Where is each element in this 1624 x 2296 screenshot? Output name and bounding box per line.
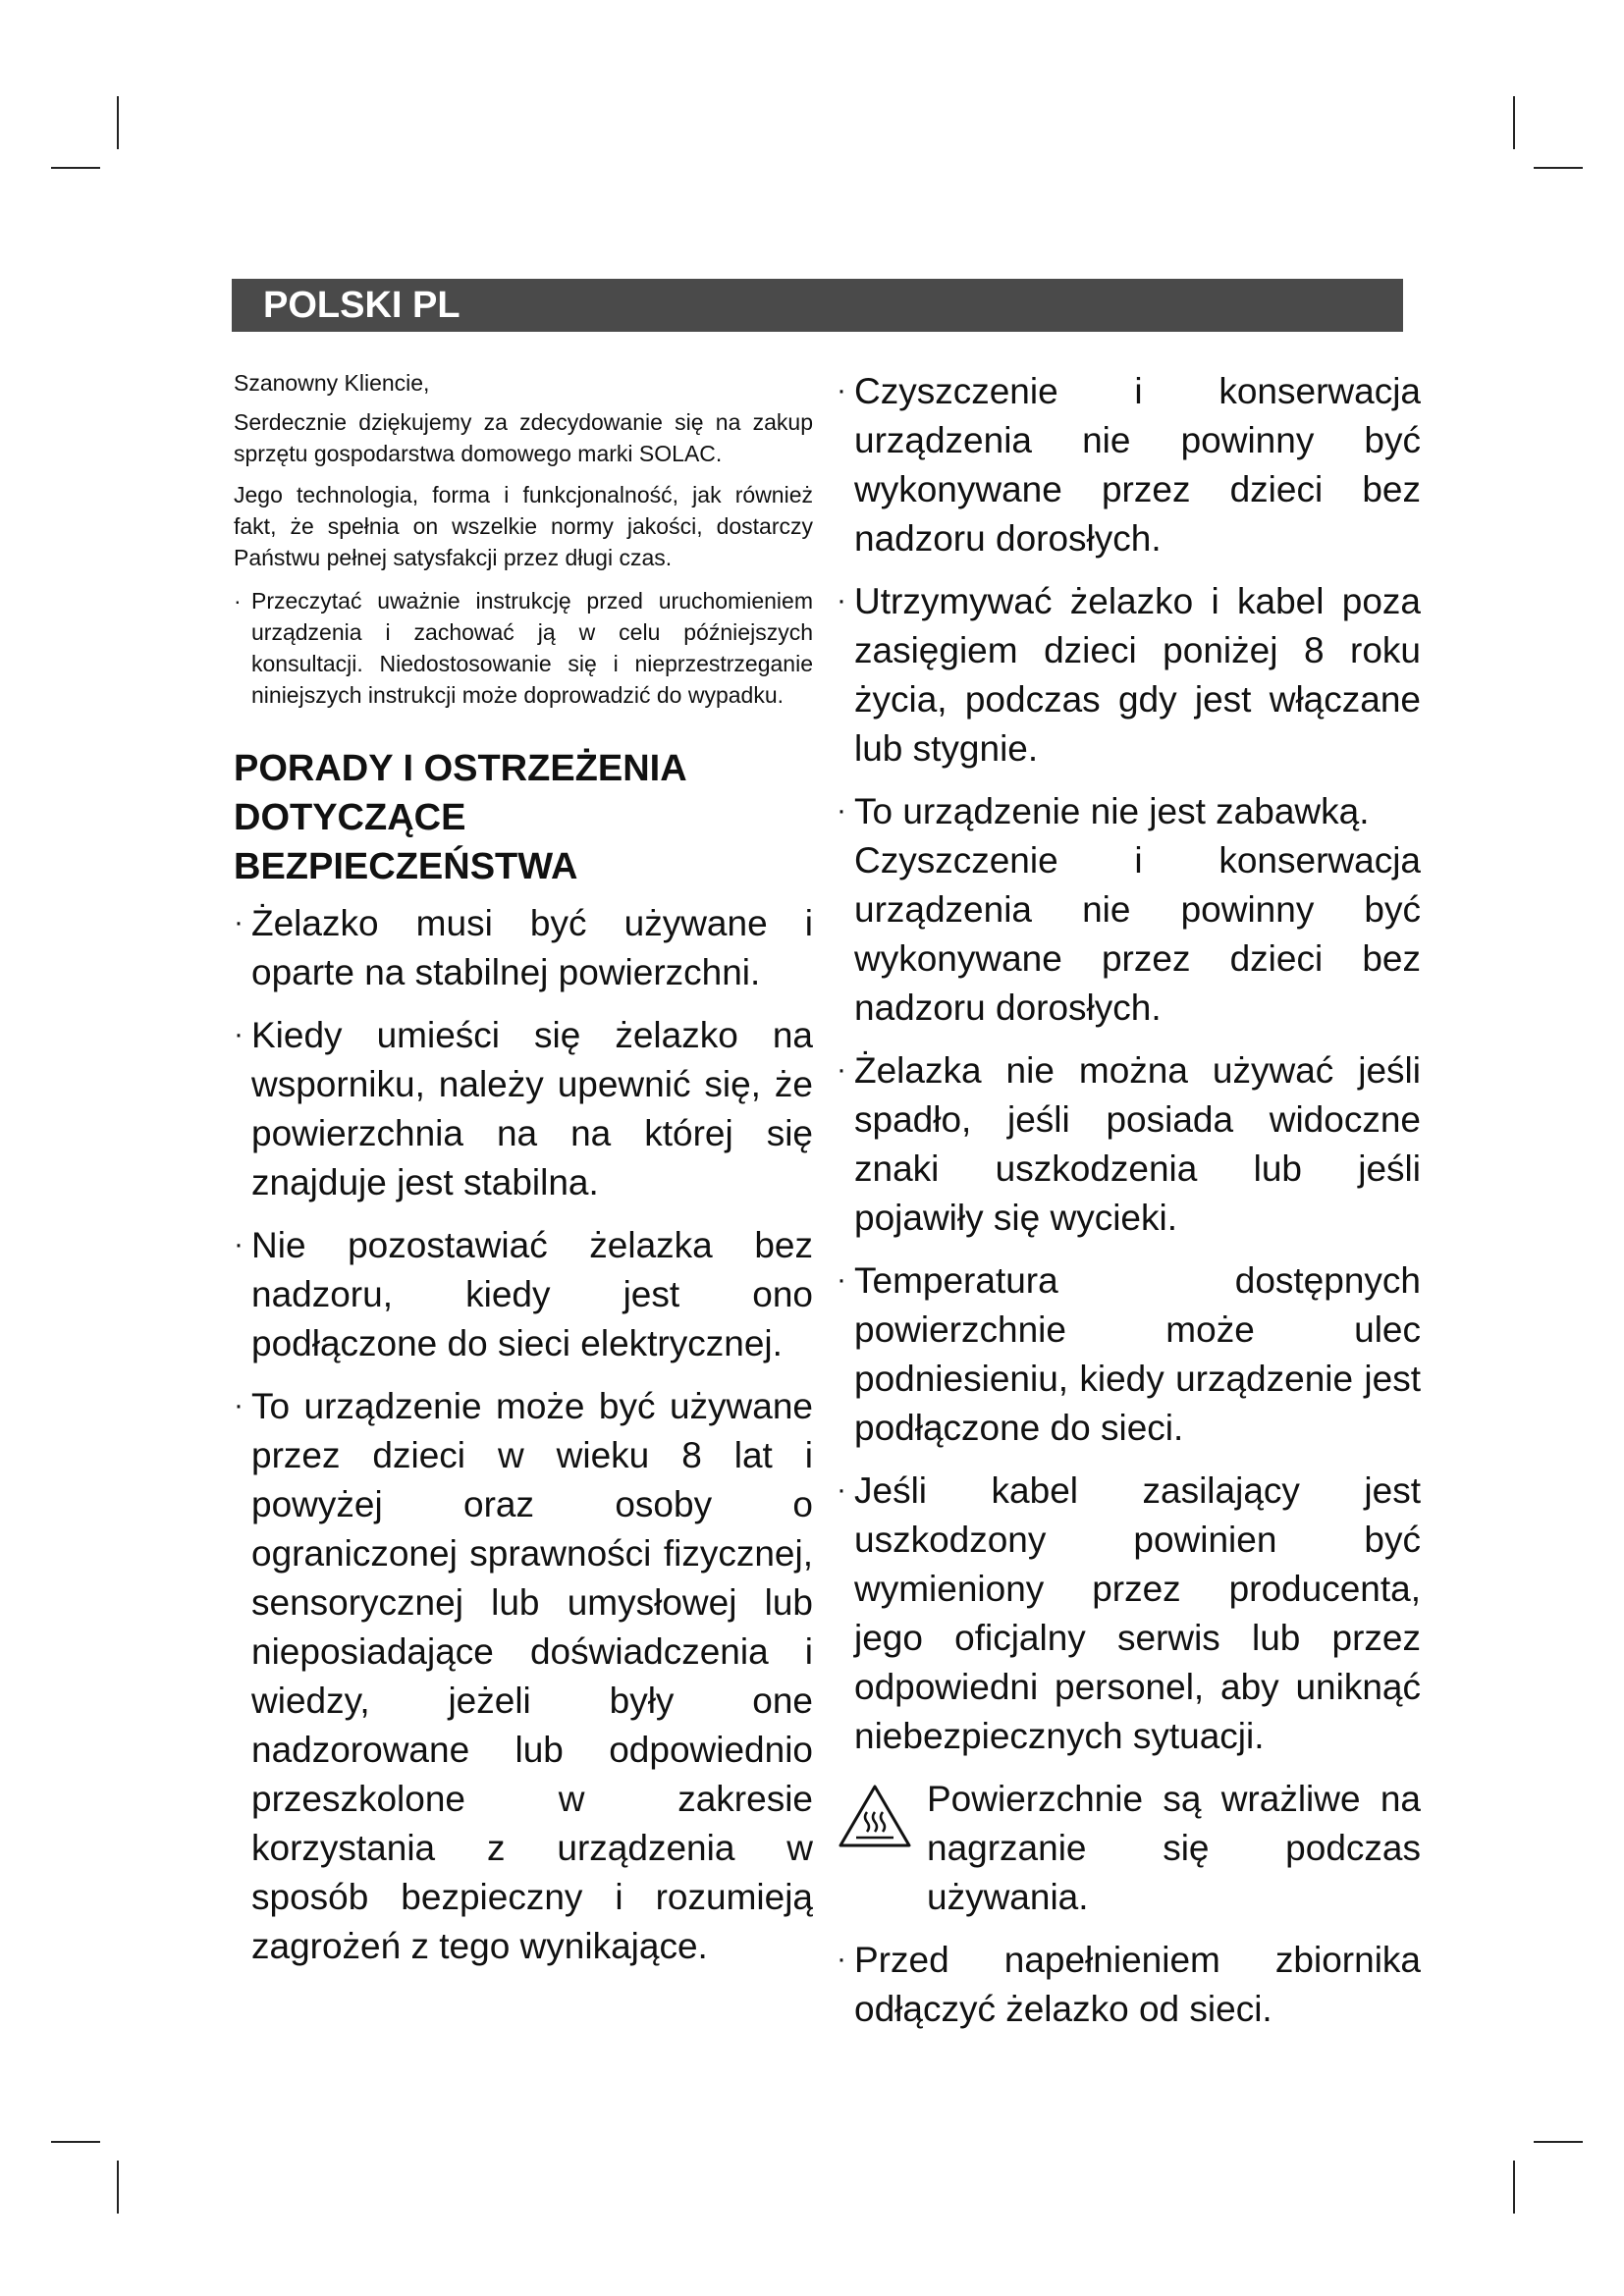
list-item: Czyszczenie i konserwacja urządzenia nie powinny być wykonywane przez dzieci bez nadzoru dorosłych.	[854, 840, 1421, 1028]
list-item: · Jeśli kabel zasilający jest uszkodzony powinien być wymieniony przez producenta, jego oficjalny serwis lub przez odpowiedni personel, aby uniknąć niebezpiecznych sytuacji.	[837, 1467, 1421, 1761]
list-item: · Utrzymywać żelazko i kabel poza zasięgiem dzieci poniżej 8 roku życia, podczas gdy jest włączane lub stygnie.	[837, 577, 1421, 774]
section-title: PORADY I OSTRZEŻENIA DOTYCZĄCE BEZPIECZEŃSTWA	[234, 748, 686, 887]
list-item: · Nie pozostawiać żelazka bez nadzoru, kiedy jest ono podłączone do sieci elektrycznej.	[234, 1221, 813, 1368]
crop-mark	[51, 2141, 100, 2143]
crop-mark	[1513, 2161, 1515, 2214]
list-item: · Żelazka nie można używać jeśli spadło, jeśli posiada widoczne znaki uszkodzenia lub jeśli pojawiły się wycieki.	[837, 1046, 1421, 1243]
crop-mark	[51, 167, 100, 169]
right-column	[837, 367, 1421, 2048]
thanks-paragraph: Serdecznie dziękujemy za zdecydowanie się na zakup sprzętu gospodarstwa domowego marki SOLAC.	[234, 409, 813, 466]
crop-mark	[1534, 2141, 1583, 2143]
safety-list-right	[837, 367, 1421, 1761]
list-item: · To urządzenie nie jest zabawką.	[837, 787, 1421, 836]
crop-mark	[117, 96, 119, 149]
crop-mark	[1534, 167, 1583, 169]
hot-surface-warning	[837, 1775, 1421, 1922]
list-item: · Czyszczenie i konserwacja urządzenia nie powinny być wykonywane przez dzieci bez nadzoru dorosłych.	[837, 367, 1421, 563]
list-item: · Przed napełnieniem zbiornika odłączyć żelazko od sieci.	[837, 1936, 1421, 2034]
hot-surface-warning-icon	[837, 1775, 917, 1854]
crop-mark	[117, 2161, 119, 2214]
list-item: · Żelazko musi być używane i oparte na stabilnej powierzchni.	[234, 899, 813, 997]
safety-list-left	[234, 899, 813, 1971]
language-label: POLSKI PL	[263, 285, 460, 326]
intro-text	[234, 367, 813, 711]
crop-mark	[1513, 96, 1515, 149]
list-item: · To urządzenie może być używane przez dzieci w wieku 8 lat i powyżej oraz osoby o ograniczonej sprawności fizycznej, sensorycznej lub umysłowej lub nieposiadające doświadczenia i wiedzy, jeżeli były one nadzorowane lub odpowiednio przeszkolone w zakresie korzystania z urządzenia w sposób bezpieczny i rozumieją zagrożeń z tego wynikające.	[234, 1382, 813, 1971]
left-column	[234, 367, 813, 1985]
language-header-bar	[232, 279, 1403, 332]
list-item: · Kiedy umieści się żelazko na wsporniku, należy upewnić się, że powierzchnia na na której się znajduje jest stabilna.	[234, 1011, 813, 1207]
greeting: Szanowny Kliencie,	[234, 370, 430, 396]
technology-paragraph: Jego technologia, forma i funkcjonalność, jak również fakt, że spełnia on wszelkie normy jakości, dostarczy Państwu pełnej satysfakcji przez długi czas.	[234, 482, 813, 570]
hot-surface-warning-text: Powierzchnie są wrażliwe na nagrzanie się podczas używania.	[927, 1779, 1421, 1917]
safety-list-right-final	[837, 1936, 1421, 2034]
list-item: · Temperatura dostępnych powierzchnie może ulec podniesieniu, kiedy urządzenie jest podłączone do sieci.	[837, 1256, 1421, 1453]
read-instructions-note: · Przeczytać uważnie instrukcję przed uruchomieniem urządzenia i zachować ją w celu późniejszych konsultacji. Niedostosowanie się i nieprzestrzeganie niniejszych instrukcji może doprowadzić do wypadku.	[234, 585, 813, 711]
